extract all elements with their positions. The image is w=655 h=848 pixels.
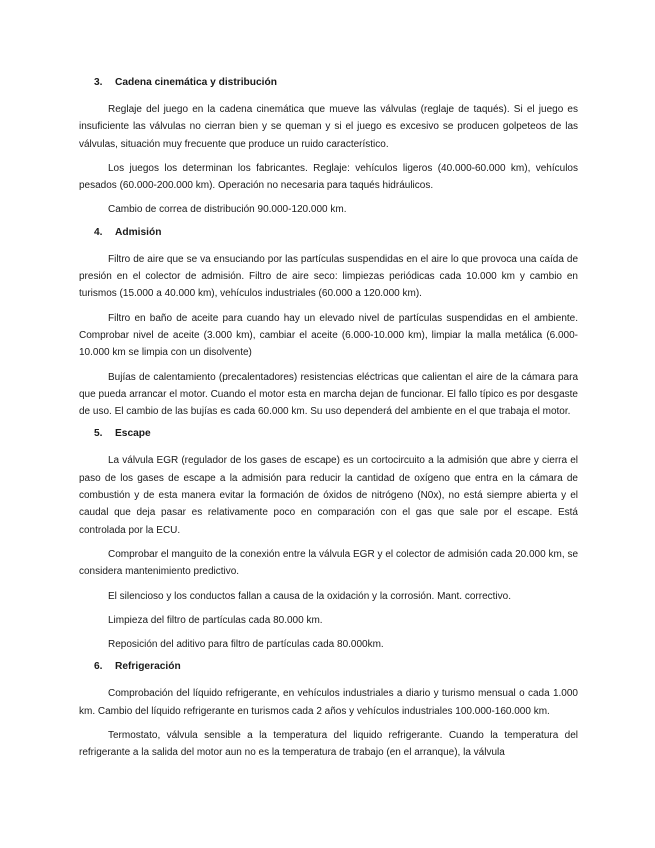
section-heading-4 bbox=[94, 226, 578, 239]
paragraph: Filtro de aire que se va ensuciando por las partículas suspendidas en el aire lo que provoca una caída de presión en el colector de admisión. Filtro de aire seco: limpiezas periódicas cada 10.000 km y cambio en turismos (15.000 a 40.000 km), vehículos industriales (60.000 a 120.000 km). bbox=[79, 253, 578, 300]
paragraph: Reglaje del juego en la cadena cinemática que mueve las válvulas (reglaje de taqués). Si el juego es insuficiente las válvulas no cierran bien y se queman y si el juego es excesivo se producen golpeteos de las válvulas, situación muy frecuente que produce un ruido característico. bbox=[79, 104, 578, 150]
paragraph: Reposición del aditivo para filtro de partículas cada 80.000km. bbox=[108, 639, 384, 651]
section-title: Refrigeración bbox=[115, 661, 181, 673]
section-number: 3. bbox=[94, 77, 103, 88]
section-number: 4. bbox=[94, 226, 103, 238]
paragraph: La válvula EGR (regulador de los gases de escape) es un cortocircuito a la admisión que abre y cierra el paso de los gases de escape a la admisión para reducir la cantidad de oxígeno que entra en la cámara de combustión y de esta manera evitar la formación de óxidos de nitrógeno (N0x), no está siempre abierta y el caudal que deja pasar es relativamente poco en comparación con el gas que sale por el escape. Está controlada por la ECU. bbox=[79, 455, 578, 536]
paragraph: Comprobar el manguito de la conexión entre la válvula EGR y el colector de admisión cada 20.000 km, se considera mantenimiento predictivo. bbox=[79, 548, 578, 578]
section-heading-3 bbox=[94, 76, 578, 89]
paragraph: El silencioso y los conductos fallan a causa de la oxidación y la corrosión. Mant. correctivo. bbox=[108, 590, 511, 602]
section-number: 6. bbox=[94, 661, 103, 673]
section-title: Cadena cinemática y distribución bbox=[115, 77, 277, 88]
section-title: Escape bbox=[115, 428, 151, 440]
paragraph: Bujías de calentamiento (precalentadores) resistencias eléctricas que calientan el aire de la cámara para que pueda arrancar el motor. Cuando el motor esta en marcha dejan de funcionar. El fallo típico es por desgaste de uso. El cambio de las bujías es cada 60.000 km. Su uso dependerá del ambiente en el que trabaja el motor. bbox=[79, 371, 578, 418]
paragraph: Limpieza del filtro de partículas cada 80.000 km. bbox=[108, 614, 323, 626]
section-number: 5. bbox=[94, 428, 103, 440]
document-body bbox=[79, 76, 578, 769]
paragraph: Termostato, válvula sensible a la temperatura del liquido refrigerante. Cuando la temperatura del refrigerante a la salida del motor aun no es la temperatura de trabajo (en el arranque), la válvula bbox=[79, 730, 578, 759]
section-title: Admisión bbox=[115, 226, 162, 238]
paragraph: Cambio de correa de distribución 90.000-120.000 km. bbox=[108, 204, 347, 216]
paragraph: Los juegos los determinan los fabricantes. Reglaje: vehículos ligeros (40.000-60.000 km), vehículos pesados (60.000-200.000 km). Operación no necesaria para taqués hidráulicos. bbox=[79, 162, 578, 192]
paragraph: Comprobación del líquido refrigerante, en vehículos industriales a diario y turismo mensual o cada 1.000 km. Cambio del líquido refrigerante en turismos cada 2 años y vehículos industriales 100.000-160.000 km. bbox=[79, 688, 578, 717]
paragraph: Filtro en baño de aceite para cuando hay un elevado nivel de partículas suspendidas en el ambiente. Comprobar nivel de aceite (3.000 km), cambiar el aceite (6.000-10.000 km), limpiar la malla metálica (6.000-10.000 km se limpia con un disolvente) bbox=[79, 312, 578, 359]
section-heading-6 bbox=[94, 660, 578, 673]
section-heading-5 bbox=[94, 427, 578, 440]
